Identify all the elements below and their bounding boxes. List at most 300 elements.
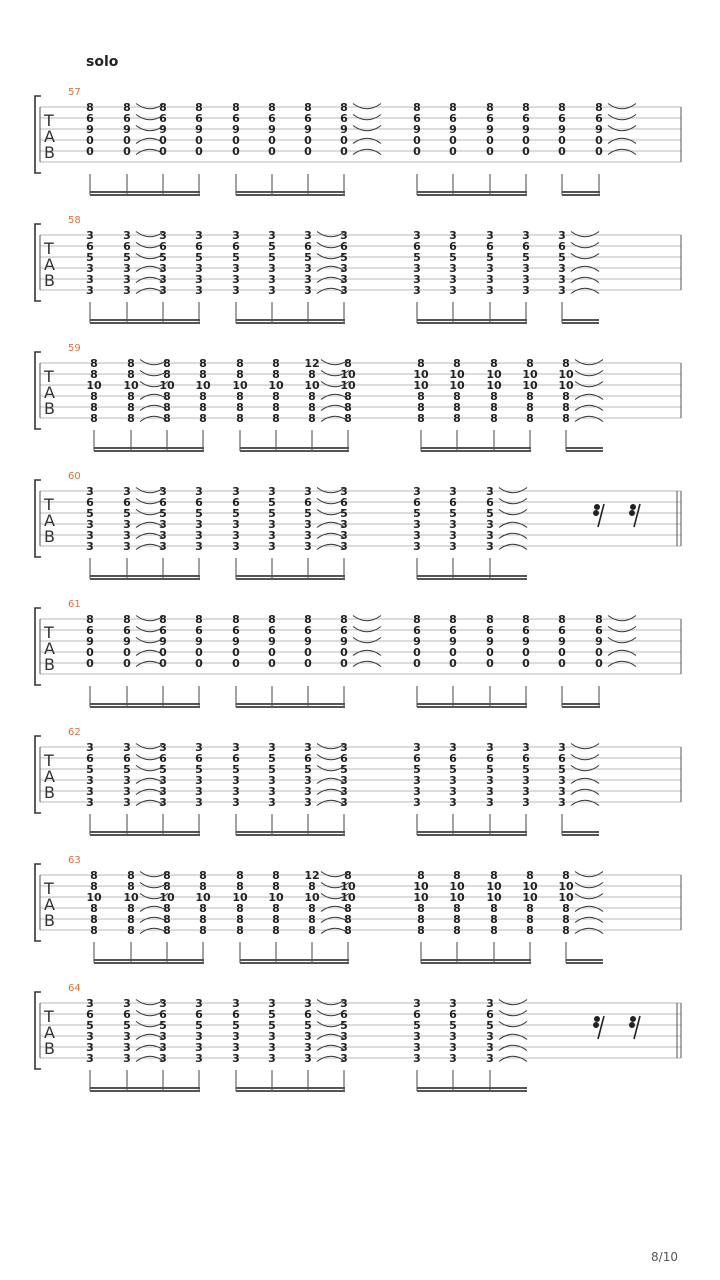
fret-number: 10 [522,880,538,893]
fret-number: 8 [453,913,461,926]
fret-number: 5 [159,251,167,264]
fret-number: 8 [308,902,316,915]
fret-number: 3 [86,1041,94,1054]
fret-number: 5 [304,763,312,776]
fret-number: 9 [304,123,312,136]
sixteenth-rest-dot [631,505,635,509]
beam [562,834,599,836]
fret-number: 5 [449,507,457,520]
fret-number: 8 [449,101,457,114]
fret-number: 6 [123,752,131,765]
tie-arc [575,883,603,888]
fret-number: 3 [268,796,276,809]
fret-number: 0 [449,145,457,158]
fret-number: 8 [413,613,421,626]
fret-number: 8 [90,913,98,926]
fret-number: 8 [453,924,461,937]
beam [417,194,527,196]
fret-number: 6 [268,112,276,125]
tab-clef-letter: B [44,655,55,674]
fret-number: 10 [340,379,356,392]
fret-number: 8 [490,924,498,937]
fret-number: 3 [268,273,276,286]
fret-number: 3 [159,262,167,275]
fret-number: 3 [159,1030,167,1043]
fret-number: 5 [268,496,276,509]
fret-number: 8 [490,902,498,915]
fret-number: 6 [195,752,203,765]
fret-number: 8 [86,613,94,626]
fret-number: 8 [453,390,461,403]
fret-number: 8 [562,401,570,414]
fret-number: 0 [268,657,276,670]
beam [94,962,204,964]
fret-number: 0 [232,134,240,147]
fret-number: 3 [558,262,566,275]
fret-number: 3 [340,529,348,542]
fret-number: 8 [127,401,135,414]
fret-number: 8 [344,924,352,937]
tab-clef-letter: B [44,271,55,290]
beam [417,1087,491,1089]
fret-number: 3 [413,997,421,1010]
fret-number: 10 [232,891,248,904]
fret-number: 6 [340,112,348,125]
fret-number: 6 [123,624,131,637]
fret-number: 3 [195,1052,203,1065]
tie-arc [575,917,603,922]
fret-number: 8 [490,390,498,403]
fret-number: 3 [340,1052,348,1065]
beam [90,706,200,708]
fret-number: 8 [236,913,244,926]
fret-number: 8 [163,913,171,926]
fret-number: 3 [123,273,131,286]
fret-number: 9 [340,123,348,136]
fret-number: 3 [449,785,457,798]
fret-number: 3 [304,540,312,553]
tie-arc [571,766,599,771]
fret-number: 5 [123,763,131,776]
fret-number: 10 [449,891,465,904]
fret-number: 10 [340,368,356,381]
fret-number: 10 [413,880,429,893]
beam [90,1087,200,1089]
beam [417,831,527,833]
fret-number: 3 [268,1041,276,1054]
tab-clef-letter: T [44,1007,54,1026]
fret-number: 3 [232,796,240,809]
fret-number: 3 [413,1041,421,1054]
fret-number: 6 [340,752,348,765]
tab-clef-letter: B [44,1039,55,1058]
fret-number: 5 [123,251,131,264]
beam [236,191,345,193]
tab-clef-letter: A [44,639,55,658]
fret-number: 3 [486,518,494,531]
tab-clef-letter: B [44,527,55,546]
fret-number: 0 [123,134,131,147]
fret-number: 6 [449,112,457,125]
fret-number: 3 [86,1030,94,1043]
fret-number: 8 [562,913,570,926]
fret-number: 8 [272,412,280,425]
tab-clef-letter: T [44,495,54,514]
fret-number: 9 [123,635,131,648]
beam [236,322,345,324]
sixteenth-rest-dot [595,505,599,509]
fret-number: 0 [522,657,530,670]
fret-number: 3 [159,1041,167,1054]
fret-number: 0 [304,646,312,659]
fret-number: 3 [522,796,530,809]
fret-number: 8 [453,869,461,882]
sixteenth-rest-dot [630,511,634,515]
fret-number: 3 [522,262,530,275]
fret-number: 3 [159,997,167,1010]
tie-arc [575,416,603,421]
fret-number: 9 [595,635,603,648]
fret-number: 3 [268,997,276,1010]
fret-number: 0 [232,145,240,158]
fret-number: 5 [558,763,566,776]
fret-number: 8 [526,902,534,915]
fret-number: 8 [526,869,534,882]
fret-number: 6 [595,112,603,125]
fret-number: 3 [449,284,457,297]
fret-number: 3 [486,1030,494,1043]
fret-number: 10 [232,379,248,392]
measure-number: 58 [68,215,81,226]
fret-number: 5 [449,1019,457,1032]
fret-number: 3 [486,284,494,297]
fret-number: 8 [163,412,171,425]
fret-number: 8 [232,101,240,114]
beam [240,962,349,964]
fret-number: 3 [195,1030,203,1043]
tie-arc [608,627,636,632]
fret-number: 3 [123,1041,131,1054]
fret-number: 8 [163,368,171,381]
tab-clef-letter: A [44,127,55,146]
fret-number: 8 [127,924,135,937]
fret-number: 5 [522,251,530,264]
fret-number: 8 [199,412,207,425]
tie-arc [575,928,603,933]
fret-number: 3 [123,997,131,1010]
tie-arc [575,360,603,365]
fret-number: 8 [344,390,352,403]
fret-number: 9 [195,123,203,136]
fret-number: 3 [232,485,240,498]
fret-number: 3 [195,774,203,787]
fret-number: 6 [195,240,203,253]
beam [490,1087,527,1089]
beam [236,831,345,833]
fret-number: 3 [232,540,240,553]
fret-number: 8 [344,869,352,882]
fret-number: 12 [304,869,320,882]
fret-number: 10 [558,891,574,904]
fret-number: 3 [195,229,203,242]
fret-number: 3 [340,262,348,275]
tie-arc [571,266,599,271]
fret-number: 6 [159,1008,167,1021]
fret-number: 10 [340,880,356,893]
fret-number: 3 [449,741,457,754]
fret-number: 8 [163,390,171,403]
fret-number: 5 [340,251,348,264]
fret-number: 10 [486,379,502,392]
fret-number: 3 [268,284,276,297]
fret-number: 6 [159,112,167,125]
fret-number: 6 [304,112,312,125]
fret-number: 0 [413,134,421,147]
tie-arc [575,894,603,899]
fret-number: 9 [159,635,167,648]
fret-number: 3 [86,774,94,787]
fret-number: 8 [272,368,280,381]
fret-number: 8 [272,913,280,926]
fret-number: 8 [486,101,494,114]
fret-number: 0 [558,145,566,158]
fret-number: 6 [449,240,457,253]
fret-number: 8 [90,357,98,370]
fret-number: 3 [123,529,131,542]
fret-number: 8 [340,101,348,114]
fret-number: 6 [449,752,457,765]
fret-number: 3 [159,1052,167,1065]
fret-number: 0 [159,657,167,670]
fret-number: 8 [562,412,570,425]
tab-clef-letter: B [44,399,55,418]
fret-number: 6 [159,752,167,765]
fret-number: 8 [163,880,171,893]
fret-number: 6 [195,112,203,125]
fret-number: 10 [413,379,429,392]
fret-number: 0 [195,145,203,158]
fret-number: 3 [123,262,131,275]
fret-number: 6 [86,496,94,509]
fret-number: 3 [522,741,530,754]
fret-number: 10 [340,891,356,904]
fret-number: 8 [490,357,498,370]
fret-number: 8 [199,913,207,926]
fret-number: 0 [86,134,94,147]
fret-number: 5 [304,251,312,264]
fret-number: 3 [413,262,421,275]
fret-number: 3 [159,284,167,297]
fret-number: 3 [232,529,240,542]
fret-number: 6 [86,1008,94,1021]
fret-number: 3 [449,540,457,553]
tie-arc [608,126,636,131]
fret-number: 5 [268,1008,276,1021]
tab-clef-letter: A [44,255,55,274]
fret-number: 8 [526,357,534,370]
fret-number: 8 [195,613,203,626]
fret-number: 8 [90,880,98,893]
beam [417,1090,491,1092]
tab-clef-letter: A [44,511,55,530]
fret-number: 6 [522,624,530,637]
fret-number: 3 [340,518,348,531]
fret-number: 3 [123,1052,131,1065]
fret-number: 10 [522,379,538,392]
fret-number: 8 [522,101,530,114]
fret-number: 0 [268,134,276,147]
fret-number: 8 [199,902,207,915]
fret-number: 5 [159,507,167,520]
fret-number: 6 [486,112,494,125]
fret-number: 8 [236,368,244,381]
fret-number: 6 [304,624,312,637]
fret-number: 8 [236,390,244,403]
fret-number: 6 [558,240,566,253]
fret-number: 3 [449,229,457,242]
fret-number: 8 [127,357,135,370]
fret-number: 9 [159,123,167,136]
fret-number: 3 [195,273,203,286]
fret-number: 5 [268,1019,276,1032]
fret-number: 10 [486,891,502,904]
tie-arc [571,789,599,794]
fret-number: 3 [123,796,131,809]
fret-number: 3 [268,774,276,787]
fret-number: 3 [413,741,421,754]
beam [90,578,200,580]
fret-number: 8 [90,869,98,882]
fret-number: 10 [413,891,429,904]
tab-clef-letter: T [44,367,54,386]
fret-number: 6 [486,624,494,637]
fret-number: 8 [526,913,534,926]
fret-number: 3 [159,229,167,242]
fret-number: 3 [232,1052,240,1065]
beam [94,447,204,449]
measure-number: 57 [68,87,81,98]
fret-number: 6 [486,752,494,765]
fret-number: 3 [449,997,457,1010]
tab-clef-letter: T [44,879,54,898]
fret-number: 10 [86,891,102,904]
beam [236,319,345,321]
tie-arc [608,138,636,143]
beam [417,322,527,324]
fret-number: 6 [449,496,457,509]
fret-number: 3 [340,741,348,754]
fret-number: 8 [344,357,352,370]
beam [562,319,599,321]
tie-arc [353,616,381,621]
fret-number: 10 [558,880,574,893]
fret-number: 0 [340,145,348,158]
sixteenth-rest-dot [594,1023,598,1027]
fret-number: 10 [123,379,139,392]
fret-number: 3 [413,529,421,542]
beam [236,578,345,580]
fret-number: 8 [453,401,461,414]
fret-number: 3 [304,284,312,297]
beam [417,834,527,836]
fret-number: 8 [159,613,167,626]
fret-number: 3 [340,229,348,242]
fret-number: 8 [90,412,98,425]
fret-number: 6 [195,496,203,509]
fret-number: 8 [272,869,280,882]
fret-number: 0 [595,646,603,659]
fret-number: 10 [449,880,465,893]
beam [562,191,600,193]
beam [566,447,603,449]
tie-arc [499,488,527,493]
tie-arc [499,544,527,549]
fret-number: 8 [344,913,352,926]
fret-number: 3 [558,284,566,297]
fret-number: 3 [159,774,167,787]
beam [236,1090,345,1092]
fret-number: 5 [486,507,494,520]
fret-number: 8 [163,401,171,414]
fret-number: 3 [304,1041,312,1054]
fret-number: 6 [340,624,348,637]
fret-number: 10 [159,891,175,904]
tie-arc [608,616,636,621]
measure-number: 60 [68,471,81,482]
fret-number: 10 [304,891,320,904]
tab-clef-letter: B [44,911,55,930]
tie-arc [499,1034,527,1039]
fret-number: 0 [123,646,131,659]
fret-number: 0 [522,145,530,158]
fret-number: 6 [195,1008,203,1021]
fret-number: 8 [199,401,207,414]
fret-number: 3 [86,229,94,242]
fret-number: 5 [486,1019,494,1032]
beam [490,578,527,580]
fret-number: 6 [486,240,494,253]
tie-arc [575,906,603,911]
beam [417,191,527,193]
fret-number: 3 [86,485,94,498]
fret-number: 3 [449,518,457,531]
fret-number: 3 [449,262,457,275]
fret-number: 5 [304,507,312,520]
fret-number: 3 [304,229,312,242]
fret-number: 9 [232,635,240,648]
fret-number: 0 [304,657,312,670]
fret-number: 9 [86,635,94,648]
fret-number: 0 [304,134,312,147]
fret-number: 0 [595,145,603,158]
fret-number: 3 [304,1052,312,1065]
beam [90,831,200,833]
fret-number: 8 [453,357,461,370]
tab-clef-letter: B [44,143,55,162]
fret-number: 8 [344,401,352,414]
fret-number: 3 [268,785,276,798]
fret-number: 8 [272,390,280,403]
fret-number: 8 [236,902,244,915]
fret-number: 3 [486,796,494,809]
fret-number: 8 [308,924,316,937]
fret-number: 0 [558,657,566,670]
fret-number: 8 [417,357,425,370]
fret-number: 3 [522,785,530,798]
fret-number: 3 [159,485,167,498]
fret-number: 8 [199,924,207,937]
fret-number: 8 [449,613,457,626]
